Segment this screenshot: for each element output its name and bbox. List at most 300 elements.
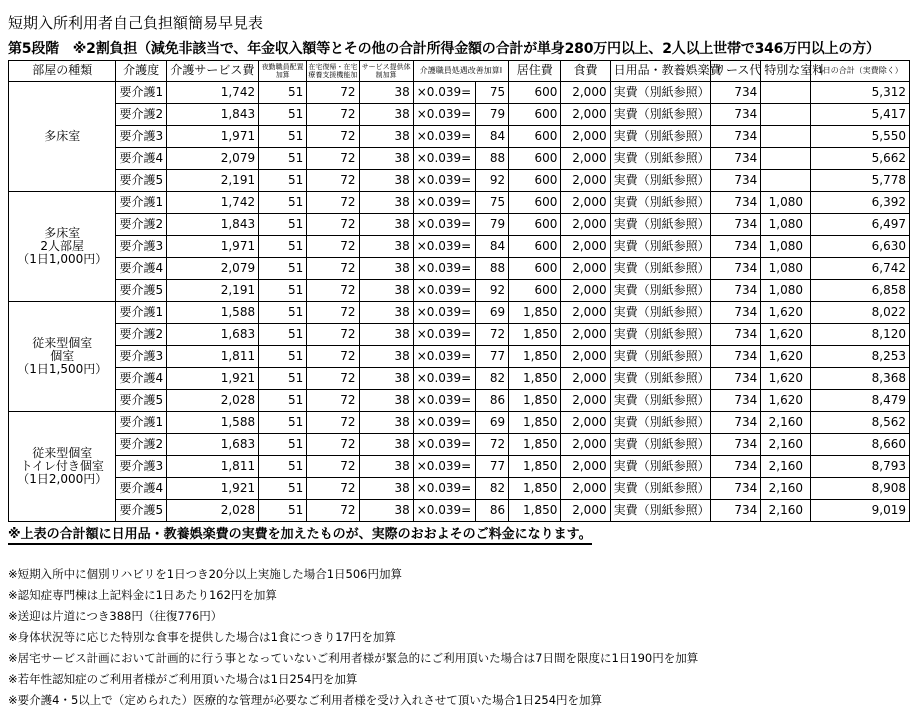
night-shift-cell: 51 [259, 214, 307, 236]
special-room-cell: 1,620 [761, 368, 811, 390]
daily-total-cell: 9,019 [811, 500, 910, 522]
service-fee-cell: 1,971 [166, 236, 258, 258]
food-cost-cell: 2,000 [561, 390, 610, 412]
header-food: 食費 [561, 61, 610, 82]
home-return-cell: 72 [307, 192, 359, 214]
home-return-cell: 72 [307, 412, 359, 434]
special-room-cell: 1,620 [761, 324, 811, 346]
living-cost-cell: 600 [509, 170, 561, 192]
provision-cell: 38 [359, 104, 413, 126]
treatment-cell: 69 [476, 412, 509, 434]
header-total: 1日の合計（実費除く） [811, 61, 910, 82]
food-cost-cell: 2,000 [561, 258, 610, 280]
home-return-cell: 72 [307, 302, 359, 324]
lease-cell: 734 [711, 192, 761, 214]
night-shift-cell: 51 [259, 280, 307, 302]
provision-cell: 38 [359, 126, 413, 148]
night-shift-cell: 51 [259, 258, 307, 280]
room-type-line: 多床室 [44, 128, 81, 143]
home-return-cell: 72 [307, 478, 359, 500]
lease-cell: 734 [711, 170, 761, 192]
daily-goods-cell: 実費（別紙参照） [610, 280, 710, 302]
service-fee-cell: 2,028 [166, 390, 258, 412]
treatment-rate-cell: ×0.039= [413, 126, 475, 148]
daily-goods-cell: 実費（別紙参照） [610, 170, 710, 192]
special-room-cell: 2,160 [761, 456, 811, 478]
home-return-cell: 72 [307, 500, 359, 522]
special-room-cell: 1,080 [761, 214, 811, 236]
treatment-rate-cell: ×0.039= [413, 170, 475, 192]
lease-cell: 734 [711, 412, 761, 434]
special-room-cell [761, 170, 811, 192]
food-cost-cell: 2,000 [561, 346, 610, 368]
level-cell: 要介護4 [116, 258, 166, 280]
room-type-line: 多床室 [44, 225, 81, 240]
daily-goods-cell: 実費（別紙参照） [610, 214, 710, 236]
lease-cell: 734 [711, 456, 761, 478]
table-row [9, 478, 910, 500]
daily-goods-cell: 実費（別紙参照） [610, 346, 710, 368]
level-cell: 要介護2 [116, 324, 166, 346]
treatment-cell: 75 [476, 192, 509, 214]
service-fee-cell: 2,079 [166, 148, 258, 170]
level-cell: 要介護1 [116, 82, 166, 104]
level-cell: 要介護3 [116, 236, 166, 258]
home-return-cell: 72 [307, 170, 359, 192]
daily-total-cell: 6,742 [811, 258, 910, 280]
page-subtitle: 第5段階 ※2割負担（減免非該当で、年金収入額等とその他の合計所得金額の合計が単身280万円以上、2人以上世帯で346万円以上の方） [8, 41, 880, 57]
header-treatment: 介護職員処遇改善加算Ⅰ [413, 61, 508, 82]
daily-total-cell: 5,417 [811, 104, 910, 126]
room-type-line: （1日1,500円） [17, 362, 108, 377]
food-cost-cell: 2,000 [561, 192, 610, 214]
daily-goods-cell: 実費（別紙参照） [610, 456, 710, 478]
treatment-rate-cell: ×0.039= [413, 104, 475, 126]
table-row [9, 236, 910, 258]
treatment-rate-cell: ×0.039= [413, 236, 475, 258]
provision-cell: 38 [359, 170, 413, 192]
night-shift-cell: 51 [259, 104, 307, 126]
treatment-cell: 72 [476, 434, 509, 456]
food-cost-cell: 2,000 [561, 324, 610, 346]
lease-cell: 734 [711, 258, 761, 280]
header-lease: リース代 [711, 61, 761, 82]
lease-cell: 734 [711, 478, 761, 500]
daily-total-cell: 5,550 [811, 126, 910, 148]
daily-goods-cell: 実費（別紙参照） [610, 192, 710, 214]
table-row [9, 434, 910, 456]
living-cost-cell: 600 [509, 148, 561, 170]
header-night: 夜勤職員配置加算 [259, 61, 307, 82]
night-shift-cell: 51 [259, 302, 307, 324]
food-cost-cell: 2,000 [561, 434, 610, 456]
lease-cell: 734 [711, 500, 761, 522]
treatment-cell: 82 [476, 368, 509, 390]
room-type-cell [9, 412, 116, 522]
lease-cell: 734 [711, 280, 761, 302]
daily-total-cell: 6,858 [811, 280, 910, 302]
daily-total-cell: 8,368 [811, 368, 910, 390]
living-cost-cell: 1,850 [509, 500, 561, 522]
table-row [9, 104, 910, 126]
night-shift-cell: 51 [259, 346, 307, 368]
lease-cell: 734 [711, 390, 761, 412]
daily-goods-cell: 実費（別紙参照） [610, 258, 710, 280]
night-shift-cell: 51 [259, 500, 307, 522]
service-fee-cell: 1,843 [166, 214, 258, 236]
treatment-cell: 77 [476, 346, 509, 368]
night-shift-cell: 51 [259, 412, 307, 434]
note-item: ※身体状況等に応じた特別な食事を提供した場合は1食につきり17円を加算 [8, 630, 396, 644]
room-type-line: トイレ付き個室 [20, 458, 104, 473]
living-cost-cell: 1,850 [509, 368, 561, 390]
header-level: 介護度 [116, 61, 166, 82]
table-row [9, 148, 910, 170]
treatment-cell: 75 [476, 82, 509, 104]
table-row [9, 214, 910, 236]
treatment-cell: 88 [476, 258, 509, 280]
special-room-cell: 1,080 [761, 280, 811, 302]
table-row [9, 258, 910, 280]
home-return-cell: 72 [307, 236, 359, 258]
treatment-cell: 84 [476, 236, 509, 258]
provision-cell: 38 [359, 192, 413, 214]
provision-cell: 38 [359, 236, 413, 258]
level-cell: 要介護3 [116, 346, 166, 368]
living-cost-cell: 600 [509, 258, 561, 280]
level-cell: 要介護3 [116, 456, 166, 478]
provision-cell: 38 [359, 214, 413, 236]
food-cost-cell: 2,000 [561, 82, 610, 104]
service-fee-cell: 2,191 [166, 280, 258, 302]
service-fee-cell: 2,028 [166, 500, 258, 522]
level-cell: 要介護1 [116, 192, 166, 214]
night-shift-cell: 51 [259, 126, 307, 148]
level-cell: 要介護5 [116, 170, 166, 192]
service-fee-cell: 1,843 [166, 104, 258, 126]
provision-cell: 38 [359, 478, 413, 500]
service-fee-cell: 1,921 [166, 478, 258, 500]
level-cell: 要介護4 [116, 148, 166, 170]
treatment-cell: 79 [476, 214, 509, 236]
service-fee-cell: 1,811 [166, 456, 258, 478]
table-row [9, 412, 910, 434]
provision-cell: 38 [359, 434, 413, 456]
page-title: 短期入所利用者自己負担額簡易早見表 [8, 14, 264, 32]
daily-total-cell: 8,908 [811, 478, 910, 500]
fee-table [8, 60, 910, 522]
daily-goods-cell: 実費（別紙参照） [610, 104, 710, 126]
home-return-cell: 72 [307, 346, 359, 368]
special-room-cell: 2,160 [761, 412, 811, 434]
service-fee-cell: 2,191 [166, 170, 258, 192]
night-shift-cell: 51 [259, 236, 307, 258]
treatment-rate-cell: ×0.039= [413, 434, 475, 456]
service-fee-cell: 1,971 [166, 126, 258, 148]
provision-cell: 38 [359, 368, 413, 390]
night-shift-cell: 51 [259, 368, 307, 390]
food-cost-cell: 2,000 [561, 170, 610, 192]
level-cell: 要介護5 [116, 280, 166, 302]
room-type-line: 2人部屋 [40, 238, 85, 253]
daily-goods-cell: 実費（別紙参照） [610, 324, 710, 346]
night-shift-cell: 51 [259, 324, 307, 346]
level-cell: 要介護4 [116, 478, 166, 500]
treatment-cell: 82 [476, 478, 509, 500]
treatment-rate-cell: ×0.039= [413, 280, 475, 302]
special-room-cell: 1,080 [761, 192, 811, 214]
service-fee-cell: 1,742 [166, 82, 258, 104]
daily-total-cell: 6,392 [811, 192, 910, 214]
daily-total-cell: 8,562 [811, 412, 910, 434]
night-shift-cell: 51 [259, 434, 307, 456]
treatment-rate-cell: ×0.039= [413, 500, 475, 522]
treatment-rate-cell: ×0.039= [413, 258, 475, 280]
table-row [9, 82, 910, 104]
living-cost-cell: 1,850 [509, 478, 561, 500]
special-room-cell: 1,080 [761, 258, 811, 280]
home-return-cell: 72 [307, 368, 359, 390]
home-return-cell: 72 [307, 104, 359, 126]
lease-cell: 734 [711, 148, 761, 170]
room-type-line: 従来型個室 [32, 445, 93, 460]
room-type-line: （1日2,000円） [17, 472, 108, 487]
daily-total-cell: 8,120 [811, 324, 910, 346]
special-room-cell [761, 148, 811, 170]
daily-total-cell: 5,662 [811, 148, 910, 170]
living-cost-cell: 600 [509, 236, 561, 258]
table-row [9, 346, 910, 368]
lease-cell: 734 [711, 324, 761, 346]
table-row [9, 324, 910, 346]
treatment-rate-cell: ×0.039= [413, 368, 475, 390]
living-cost-cell: 1,850 [509, 434, 561, 456]
living-cost-cell: 1,850 [509, 390, 561, 412]
provision-cell: 38 [359, 258, 413, 280]
home-return-cell: 72 [307, 434, 359, 456]
header-special: 特別な室料 [761, 61, 811, 82]
room-type-cell [9, 192, 116, 302]
daily-goods-cell: 実費（別紙参照） [610, 368, 710, 390]
daily-goods-cell: 実費（別紙参照） [610, 236, 710, 258]
header-daily: 日用品・教養娯楽費 [610, 61, 710, 82]
treatment-cell: 92 [476, 280, 509, 302]
special-room-cell: 1,620 [761, 390, 811, 412]
daily-total-cell: 6,630 [811, 236, 910, 258]
food-cost-cell: 2,000 [561, 126, 610, 148]
table-row [9, 500, 910, 522]
night-shift-cell: 51 [259, 456, 307, 478]
lease-cell: 734 [711, 126, 761, 148]
special-room-cell [761, 104, 811, 126]
service-fee-cell: 1,683 [166, 434, 258, 456]
room-type-line: 従来型個室 [32, 335, 93, 350]
daily-goods-cell: 実費（別紙参照） [610, 302, 710, 324]
table-row [9, 456, 910, 478]
lease-cell: 734 [711, 346, 761, 368]
daily-total-cell: 8,022 [811, 302, 910, 324]
night-shift-cell: 51 [259, 478, 307, 500]
daily-goods-cell: 実費（別紙参照） [610, 434, 710, 456]
daily-total-cell: 8,660 [811, 434, 910, 456]
table-row [9, 280, 910, 302]
note-item: ※送迎は片道につき388円（往復776円） [8, 609, 223, 623]
provision-cell: 38 [359, 302, 413, 324]
provision-cell: 38 [359, 412, 413, 434]
night-shift-cell: 51 [259, 390, 307, 412]
home-return-cell: 72 [307, 280, 359, 302]
treatment-rate-cell: ×0.039= [413, 82, 475, 104]
living-cost-cell: 600 [509, 280, 561, 302]
provision-cell: 38 [359, 324, 413, 346]
treatment-cell: 88 [476, 148, 509, 170]
note-item: ※短期入所中に個別リハビリを1日つき20分以上実施した場合1日506円加算 [8, 567, 403, 581]
daily-total-cell: 8,479 [811, 390, 910, 412]
table-header-row [9, 61, 910, 82]
treatment-rate-cell: ×0.039= [413, 478, 475, 500]
home-return-cell: 72 [307, 214, 359, 236]
level-cell: 要介護2 [116, 434, 166, 456]
note-item: ※要介護4・5以上で（定められた）医療的な管理が必要なご利用者様を受け入れさせて頂いた場合1日254円を加算 [8, 693, 603, 707]
treatment-rate-cell: ×0.039= [413, 192, 475, 214]
living-cost-cell: 1,850 [509, 456, 561, 478]
food-cost-cell: 2,000 [561, 478, 610, 500]
service-fee-cell: 1,742 [166, 192, 258, 214]
treatment-cell: 92 [476, 170, 509, 192]
level-cell: 要介護3 [116, 126, 166, 148]
treatment-cell: 69 [476, 302, 509, 324]
lease-cell: 734 [711, 302, 761, 324]
home-return-cell: 72 [307, 148, 359, 170]
room-type-cell [9, 302, 116, 412]
level-cell: 要介護2 [116, 214, 166, 236]
living-cost-cell: 600 [509, 192, 561, 214]
bold-note: ※上表の合計額に日用品・教養娯楽費の実費を加えたものが、実際のおおよそのご料金になります。 [8, 523, 592, 545]
night-shift-cell: 51 [259, 148, 307, 170]
treatment-cell: 77 [476, 456, 509, 478]
home-return-cell: 72 [307, 258, 359, 280]
living-cost-cell: 600 [509, 214, 561, 236]
level-cell: 要介護1 [116, 302, 166, 324]
daily-goods-cell: 実費（別紙参照） [610, 148, 710, 170]
note-item: ※居宅サービス計画において計画的に行う事となっていないご利用者様が緊急的にご利用頂いた場合は7日間を限度に1日190円を加算 [8, 651, 699, 665]
food-cost-cell: 2,000 [561, 148, 610, 170]
daily-goods-cell: 実費（別紙参照） [610, 126, 710, 148]
provision-cell: 38 [359, 346, 413, 368]
service-fee-cell: 1,588 [166, 302, 258, 324]
provision-cell: 38 [359, 148, 413, 170]
living-cost-cell: 1,850 [509, 412, 561, 434]
treatment-rate-cell: ×0.039= [413, 346, 475, 368]
daily-total-cell: 5,312 [811, 82, 910, 104]
night-shift-cell: 51 [259, 170, 307, 192]
table-row [9, 302, 910, 324]
level-cell: 要介護5 [116, 500, 166, 522]
table-row [9, 192, 910, 214]
treatment-cell: 79 [476, 104, 509, 126]
special-room-cell: 1,620 [761, 302, 811, 324]
special-room-cell: 1,620 [761, 346, 811, 368]
lease-cell: 734 [711, 236, 761, 258]
lease-cell: 734 [711, 104, 761, 126]
living-cost-cell: 1,850 [509, 346, 561, 368]
daily-total-cell: 6,497 [811, 214, 910, 236]
living-cost-cell: 1,850 [509, 324, 561, 346]
table-row [9, 170, 910, 192]
service-fee-cell: 1,811 [166, 346, 258, 368]
daily-goods-cell: 実費（別紙参照） [610, 390, 710, 412]
lease-cell: 734 [711, 434, 761, 456]
header-service: 介護サービス費 [166, 61, 258, 82]
living-cost-cell: 600 [509, 104, 561, 126]
level-cell: 要介護1 [116, 412, 166, 434]
food-cost-cell: 2,000 [561, 236, 610, 258]
food-cost-cell: 2,000 [561, 456, 610, 478]
special-room-cell: 2,160 [761, 500, 811, 522]
header-room: 部屋の種類 [9, 61, 116, 82]
note-item: ※若年性認知症のご利用者様がご利用頂いた場合は1日254円を加算 [8, 672, 358, 686]
night-shift-cell: 51 [259, 192, 307, 214]
lease-cell: 734 [711, 368, 761, 390]
room-type-cell [9, 82, 116, 192]
level-cell: 要介護5 [116, 390, 166, 412]
treatment-rate-cell: ×0.039= [413, 390, 475, 412]
provision-cell: 38 [359, 390, 413, 412]
lease-cell: 734 [711, 82, 761, 104]
home-return-cell: 72 [307, 82, 359, 104]
treatment-rate-cell: ×0.039= [413, 412, 475, 434]
treatment-rate-cell: ×0.039= [413, 324, 475, 346]
special-room-cell: 2,160 [761, 434, 811, 456]
provision-cell: 38 [359, 280, 413, 302]
food-cost-cell: 2,000 [561, 214, 610, 236]
table-row [9, 126, 910, 148]
living-cost-cell: 600 [509, 82, 561, 104]
treatment-rate-cell: ×0.039= [413, 148, 475, 170]
home-return-cell: 72 [307, 390, 359, 412]
header-living: 居住費 [509, 61, 561, 82]
service-fee-cell: 1,588 [166, 412, 258, 434]
table-row [9, 368, 910, 390]
food-cost-cell: 2,000 [561, 368, 610, 390]
lease-cell: 734 [711, 214, 761, 236]
daily-goods-cell: 実費（別紙参照） [610, 500, 710, 522]
header-home: 在宅復帰・在宅療養支援機能加 [307, 61, 359, 82]
daily-total-cell: 8,253 [811, 346, 910, 368]
treatment-cell: 84 [476, 126, 509, 148]
daily-total-cell: 5,778 [811, 170, 910, 192]
treatment-cell: 86 [476, 390, 509, 412]
provision-cell: 38 [359, 456, 413, 478]
service-fee-cell: 1,683 [166, 324, 258, 346]
food-cost-cell: 2,000 [561, 280, 610, 302]
daily-goods-cell: 実費（別紙参照） [610, 412, 710, 434]
table-row [9, 390, 910, 412]
treatment-cell: 86 [476, 500, 509, 522]
header-provision: サービス提供体制加算 [359, 61, 413, 82]
daily-goods-cell: 実費（別紙参照） [610, 478, 710, 500]
daily-total-cell: 8,793 [811, 456, 910, 478]
special-room-cell: 1,080 [761, 236, 811, 258]
special-room-cell [761, 126, 811, 148]
special-room-cell: 2,160 [761, 478, 811, 500]
level-cell: 要介護4 [116, 368, 166, 390]
food-cost-cell: 2,000 [561, 104, 610, 126]
night-shift-cell: 51 [259, 82, 307, 104]
home-return-cell: 72 [307, 456, 359, 478]
home-return-cell: 72 [307, 324, 359, 346]
treatment-rate-cell: ×0.039= [413, 456, 475, 478]
